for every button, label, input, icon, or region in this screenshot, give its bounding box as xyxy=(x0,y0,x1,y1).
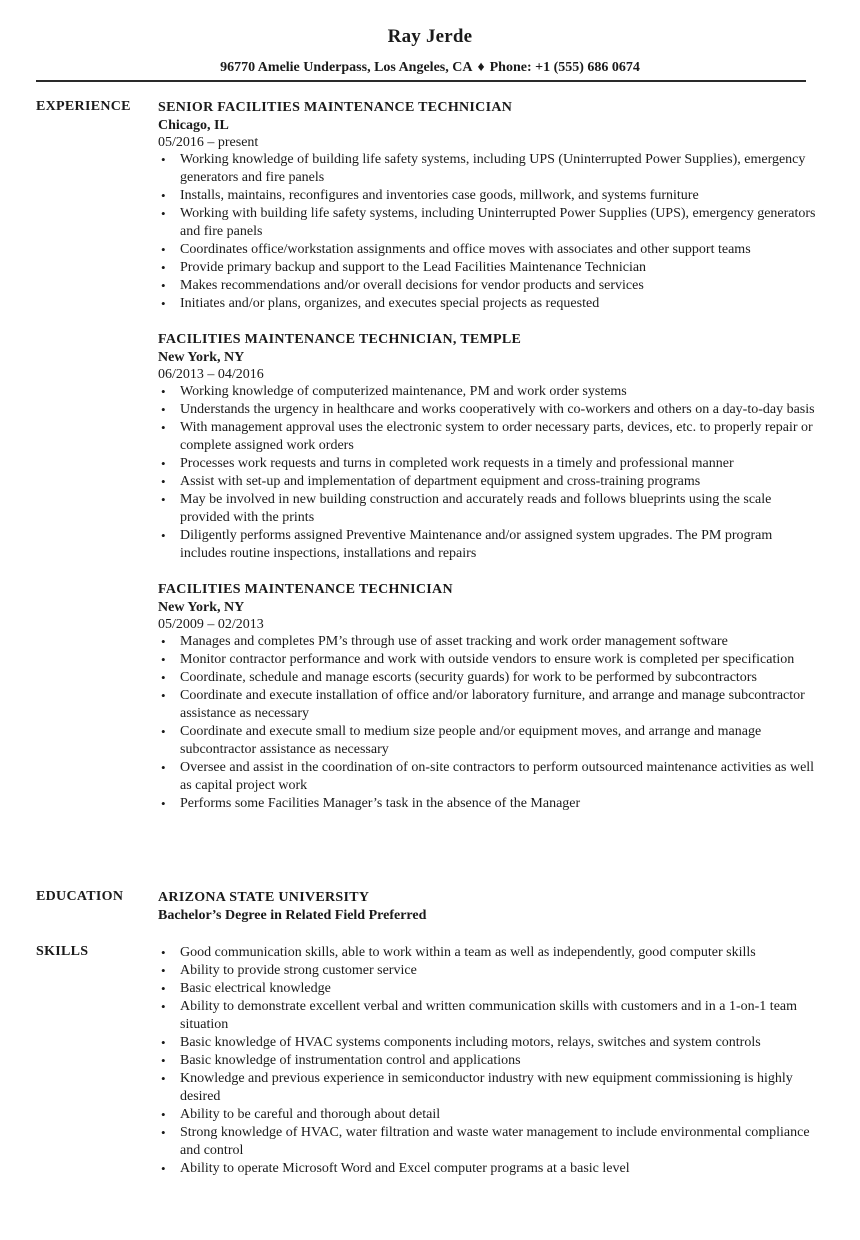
job-dates: 05/2009 – 02/2013 xyxy=(158,617,264,632)
skill-item: • Knowledge and previous experience in semiconductor industry with new equipment commissioning is highly desired xyxy=(158,1070,818,1106)
job-title: FACILITIES MAINTENANCE TECHNICIAN xyxy=(158,582,453,597)
skill-item: • Ability to demonstrate excellent verbal and written communication skills with customers and in a 1-on-1 team situation xyxy=(158,998,818,1034)
skill-item: • Ability to be careful and thorough about detail xyxy=(158,1106,818,1124)
job-entry xyxy=(158,581,818,813)
bullet-item: • Provide primary backup and support to the Lead Facilities Maintenance Technician xyxy=(158,259,818,277)
job-bullets xyxy=(158,633,818,813)
bullet-item: • With management approval uses the electronic system to order necessary parts, devices, etc. to properly repair or complete assigned work orders xyxy=(158,419,818,455)
header-divider xyxy=(36,80,806,82)
skill-item: • Ability to operate Microsoft Word and Excel computer programs at a basic level xyxy=(158,1160,818,1178)
phone: Phone: +1 (555) 686 0674 xyxy=(489,60,640,75)
bullet-item: • Understands the urgency in healthcare and works cooperatively with co-workers and others on a day-to-day basis xyxy=(158,401,818,419)
bullet-item: • Diligently performs assigned Preventive Maintenance and/or assigned system upgrades. The PM program includes routine inspections, installations and repairs xyxy=(158,527,818,563)
school-name: ARIZONA STATE UNIVERSITY xyxy=(158,890,370,905)
skill-item: • Basic knowledge of HVAC systems components including motors, relays, switches and system controls xyxy=(158,1034,818,1052)
skills-list xyxy=(158,944,818,1178)
job-dates: 05/2016 – present xyxy=(158,135,259,150)
job-entry xyxy=(158,331,818,563)
skill-item: • Strong knowledge of HVAC, water filtration and waste water management to include environmental compliance and control xyxy=(158,1124,818,1160)
bullet-item: • Coordinate and execute small to medium size people and/or equipment moves, and arrange and manage subcontractor assistance as necessary xyxy=(158,723,818,759)
degree: Bachelor’s Degree in Related Field Preferred xyxy=(158,908,427,923)
education-body xyxy=(158,889,818,925)
diamond-separator-icon: ♦ xyxy=(477,60,485,75)
job-bullets xyxy=(158,151,818,313)
bullet-item: • Monitor contractor performance and work with outside vendors to ensure work is completed per specification xyxy=(158,651,818,669)
bullet-item: • Assist with set-up and implementation of department equipment and cross-training programs xyxy=(158,473,818,491)
bullet-item: • Manages and completes PM’s through use of asset tracking and work order management software xyxy=(158,633,818,651)
contact-line xyxy=(0,60,860,76)
job-title: SENIOR FACILITIES MAINTENANCE TECHNICIAN xyxy=(158,100,513,115)
bullet-item: • Working with building life safety systems, including Uninterrupted Power Supplies (UPS), emergency generators and fire panels xyxy=(158,205,818,241)
bullet-item: • Makes recommendations and/or overall decisions for vendor products and services xyxy=(158,277,818,295)
job-location: New York, NY xyxy=(158,350,245,365)
skills-body xyxy=(158,944,818,1178)
job-dates: 06/2013 – 04/2016 xyxy=(158,367,264,382)
section-label-experience: EXPERIENCE xyxy=(36,99,131,114)
candidate-name: Ray Jerde xyxy=(387,26,473,47)
section-label-skills: SKILLS xyxy=(36,944,89,959)
bullet-item: • Working knowledge of building life safety systems, including UPS (Uninterrupted Power Supplies), emergency generators and fire panels xyxy=(158,151,818,187)
section-label-education: EDUCATION xyxy=(36,889,124,904)
skill-item: • Good communication skills, able to work within a team as well as independently, good computer skills xyxy=(158,944,818,962)
experience-body xyxy=(158,99,818,831)
bullet-item: • Coordinates office/workstation assignments and office moves with associates and other support teams xyxy=(158,241,818,259)
job-title: FACILITIES MAINTENANCE TECHNICIAN, TEMPLE xyxy=(158,332,522,347)
address: 96770 Amelie Underpass, Los Angeles, CA xyxy=(220,60,473,75)
job-entry xyxy=(158,99,818,313)
job-bullets xyxy=(158,383,818,563)
skill-item: • Basic knowledge of instrumentation control and applications xyxy=(158,1052,818,1070)
bullet-item: • Working knowledge of computerized maintenance, PM and work order systems xyxy=(158,383,818,401)
bullet-item: • Coordinate, schedule and manage escorts (security guards) for work to be performed by subcontractors xyxy=(158,669,818,687)
bullet-item: • May be involved in new building construction and accurately reads and follows blueprints using the scale provided with the prints xyxy=(158,491,818,527)
skill-item: • Ability to provide strong customer service xyxy=(158,962,818,980)
bullet-item: • Oversee and assist in the coordination of on-site contractors to perform outsourced maintenance activities as well as capital project work xyxy=(158,759,818,795)
bullet-item: • Installs, maintains, reconfigures and inventories case goods, millwork, and systems furniture xyxy=(158,187,818,205)
bullet-item: • Performs some Facilities Manager’s task in the absence of the Manager xyxy=(158,795,818,813)
job-location: New York, NY xyxy=(158,600,245,615)
bullet-item: • Coordinate and execute installation of office and/or laboratory furniture, and arrange and manage subcontractor assistance as necessary xyxy=(158,687,818,723)
bullet-item: • Processes work requests and turns in completed work requests in a timely and professional manner xyxy=(158,455,818,473)
job-location: Chicago, IL xyxy=(158,118,229,133)
bullet-item: • Initiates and/or plans, organizes, and executes special projects as requested xyxy=(158,295,818,313)
skill-item: • Basic electrical knowledge xyxy=(158,980,818,998)
